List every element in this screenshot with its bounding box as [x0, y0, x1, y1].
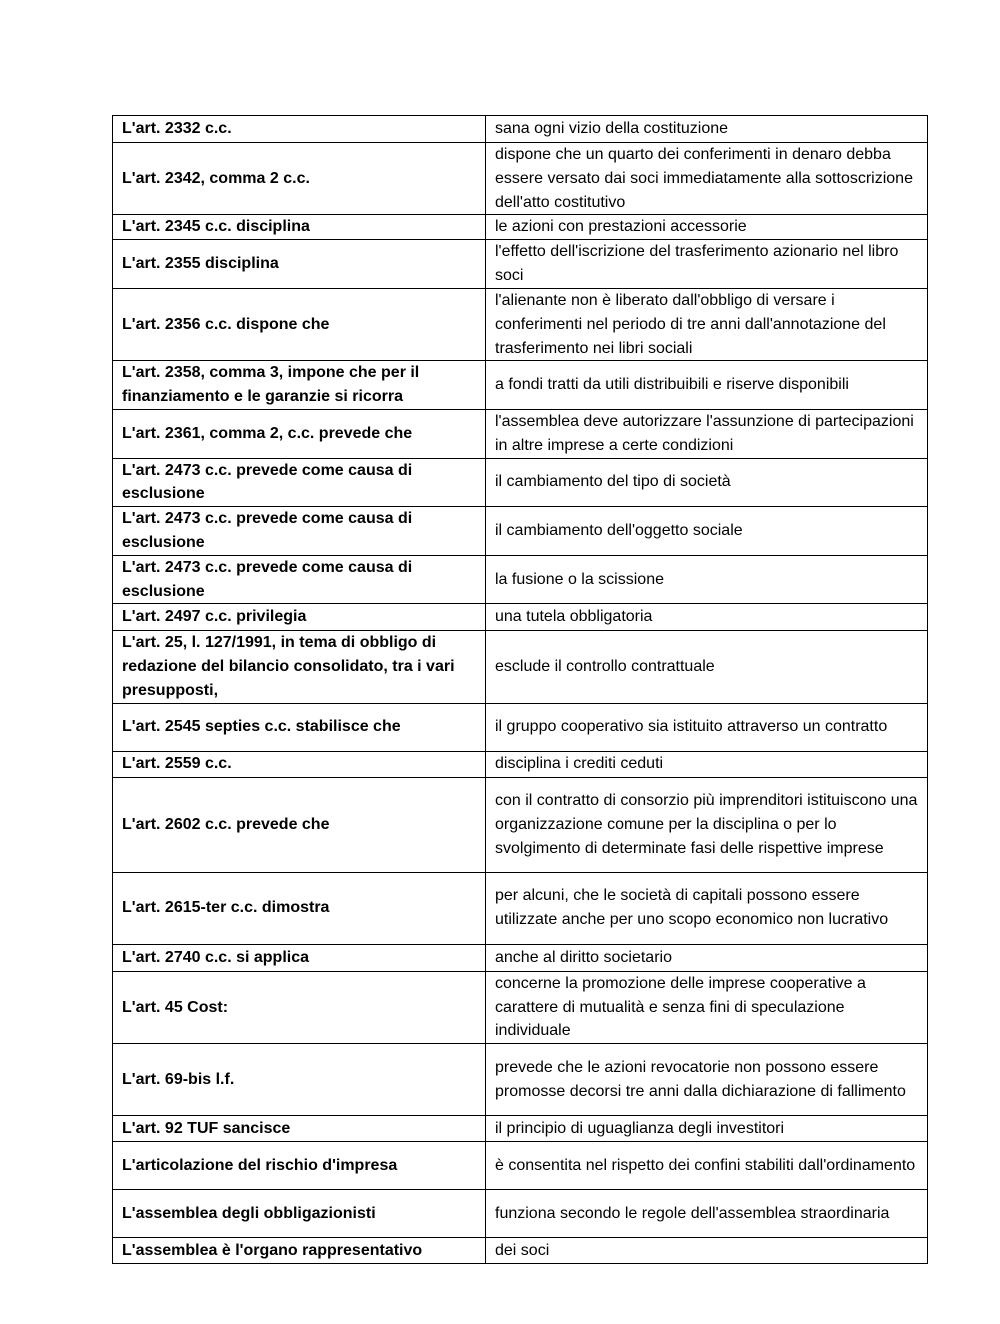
table-row — [113, 458, 928, 507]
answer-cell: anche al diritto societario — [486, 944, 928, 971]
table-row — [113, 944, 928, 971]
answer-cell: il principio di uguaglianza degli investitori — [486, 1116, 928, 1142]
table-row — [113, 751, 928, 777]
question-cell: L'art. 2342, comma 2 c.c. — [113, 143, 486, 215]
table-row — [113, 1116, 928, 1142]
question-cell: L'art. 69-bis l.f. — [113, 1044, 486, 1116]
question-cell: L'art. 2740 c.c. si applica — [113, 944, 486, 971]
table-row — [113, 1044, 928, 1116]
answer-cell: è consentita nel rispetto dei confini stabiliti dall'ordinamento — [486, 1142, 928, 1190]
table-row — [113, 215, 928, 240]
table-row — [113, 1190, 928, 1238]
question-cell: L'art. 92 TUF sancisce — [113, 1116, 486, 1142]
table-row — [113, 409, 928, 458]
answer-cell: l'assemblea deve autorizzare l'assunzione di partecipazioni in altre imprese a certe condizioni — [486, 409, 928, 458]
table-row — [113, 631, 928, 703]
table-row — [113, 143, 928, 215]
table-row — [113, 116, 928, 143]
question-cell: L'art. 2356 c.c. dispone che — [113, 288, 486, 360]
answer-cell: disciplina i crediti ceduti — [486, 751, 928, 777]
answer-cell: dei soci — [486, 1238, 928, 1264]
answer-cell: prevede che le azioni revocatorie non possono essere promosse decorsi tre anni dalla dichiarazione di fallimento — [486, 1044, 928, 1116]
answer-cell: l'effetto dell'iscrizione del trasferimento azionario nel libro soci — [486, 240, 928, 289]
table-row — [113, 1142, 928, 1190]
answer-cell: con il contratto di consorzio più imprenditori istituiscono una organizzazione comune per la disciplina o per lo svolgimento di determinate fasi delle rispettive imprese — [486, 777, 928, 872]
answer-cell: per alcuni, che le società di capitali possono essere utilizzate anche per uno scopo economico non lucrativo — [486, 872, 928, 944]
question-cell: L'articolazione del rischio d'impresa — [113, 1142, 486, 1190]
question-cell: L'art. 2497 c.c. privilegia — [113, 604, 486, 631]
question-cell: L'art. 2473 c.c. prevede come causa di esclusione — [113, 555, 486, 604]
question-cell: L'art. 25, l. 127/1991, in tema di obbligo di redazione del bilancio consolidato, tra i vari presupposti, — [113, 631, 486, 703]
qa-table-body — [113, 116, 928, 1264]
question-cell: L'art. 2355 disciplina — [113, 240, 486, 289]
question-cell: L'art. 2602 c.c. prevede che — [113, 777, 486, 872]
table-row — [113, 1238, 928, 1264]
question-cell: L'art. 2332 c.c. — [113, 116, 486, 143]
question-cell: L'art. 2615-ter c.c. dimostra — [113, 872, 486, 944]
answer-cell: esclude il controllo contrattuale — [486, 631, 928, 703]
question-cell: L'art. 2473 c.c. prevede come causa di esclusione — [113, 458, 486, 507]
table-row — [113, 971, 928, 1043]
question-cell: L'art. 2361, comma 2, c.c. prevede che — [113, 409, 486, 458]
answer-cell: il gruppo cooperativo sia istituito attraverso un contratto — [486, 703, 928, 751]
answer-cell: il cambiamento del tipo di società — [486, 458, 928, 507]
table-row — [113, 703, 928, 751]
question-cell: L'art. 2345 c.c. disciplina — [113, 215, 486, 240]
table-row — [113, 872, 928, 944]
table-row — [113, 361, 928, 410]
answer-cell: la fusione o la scissione — [486, 555, 928, 604]
table-row — [113, 240, 928, 289]
question-cell: L'art. 2358, comma 3, impone che per il finanziamento e le garanzie si ricorra — [113, 361, 486, 410]
answer-cell: dispone che un quarto dei conferimenti in denaro debba essere versato dai soci immediatamente alla sottoscrizione dell'atto costitutivo — [486, 143, 928, 215]
table-row — [113, 777, 928, 872]
answer-cell: concerne la promozione delle imprese cooperative a carattere di mutualità e senza fini di speculazione individuale — [486, 971, 928, 1043]
question-cell: L'assemblea è l'organo rappresentativo — [113, 1238, 486, 1264]
question-cell: L'art. 2559 c.c. — [113, 751, 486, 777]
answer-cell: una tutela obbligatoria — [486, 604, 928, 631]
table-row — [113, 555, 928, 604]
answer-cell: a fondi tratti da utili distribuibili e riserve disponibili — [486, 361, 928, 410]
question-cell: L'art. 45 Cost: — [113, 971, 486, 1043]
answer-cell: funziona secondo le regole dell'assemblea straordinaria — [486, 1190, 928, 1238]
answer-cell: sana ogni vizio della costituzione — [486, 116, 928, 143]
table-row — [113, 288, 928, 360]
table-row — [113, 507, 928, 556]
answer-cell: l'alienante non è liberato dall'obbligo di versare i conferimenti nel periodo di tre anni dall'annotazione del trasferimento nei libri sociali — [486, 288, 928, 360]
question-cell: L'assemblea degli obbligazionisti — [113, 1190, 486, 1238]
answer-cell: il cambiamento dell'oggetto sociale — [486, 507, 928, 556]
question-cell: L'art. 2473 c.c. prevede come causa di esclusione — [113, 507, 486, 556]
qa-table — [112, 115, 928, 1264]
table-row — [113, 604, 928, 631]
question-cell: L'art. 2545 septies c.c. stabilisce che — [113, 703, 486, 751]
answer-cell: le azioni con prestazioni accessorie — [486, 215, 928, 240]
